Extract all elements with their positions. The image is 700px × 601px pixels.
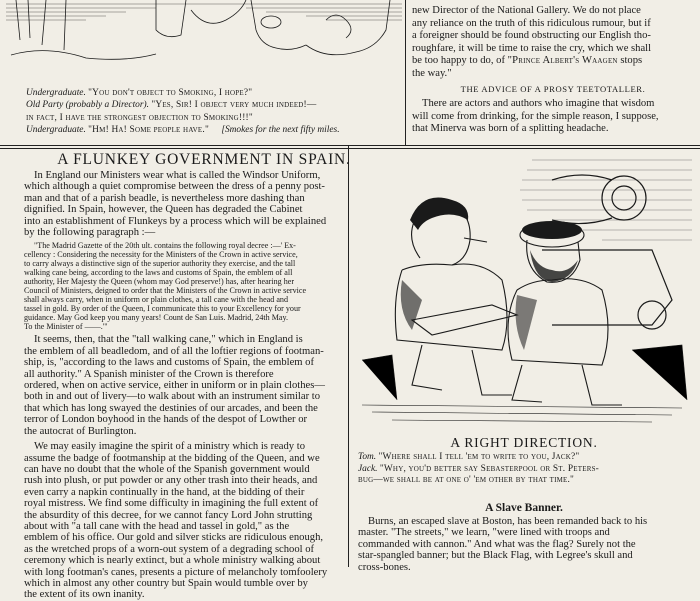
text-line: rush into plush, or put powder or any other trash into their heads, and [24, 475, 318, 487]
caption-line-2 [358, 464, 694, 476]
paragraph-3 [24, 441, 396, 601]
text-line: cross-bones. [358, 561, 411, 573]
caption-line-3: bug—we shall be at one o' 'em other by that time." [358, 475, 575, 486]
text-line: the absurdity of this decree, for we cannot fancy Lord John strutting [24, 509, 313, 521]
text-line: man and that of a parish beadle, is nevertheless more dashing than [24, 192, 305, 204]
text-line: royal mistress. We find some difficulty in imagining the full extent of [24, 498, 319, 510]
text-line: the emblem of all beadledom, and of all the loftier regions of footman- [24, 345, 324, 357]
text-line: which in almost any other country but Spain would tumble over by [24, 577, 308, 589]
text-line: all authority." A Spanish minister of the Crown is therefore [24, 368, 274, 380]
text-line: to carry always a distinctive sign of the superior authority they exercise, and the tall [24, 259, 296, 269]
caption-line-1 [26, 87, 402, 99]
text-line: the autocrat of Burlington. [24, 425, 137, 437]
caption-aside: [Smokes for the next fifty miles. [221, 125, 340, 136]
caption-line-2 [26, 99, 402, 111]
caption-text: "You don't object to Smoking, I hope?" [88, 88, 253, 98]
caption-text: "Yes, Sir! I object very much indeed!— [151, 100, 317, 111]
text-line: It seems, then, that the "tall walking cane," which in England is [34, 334, 303, 346]
right-direction-title: A RIGHT DIRECTION. [450, 435, 598, 450]
text-line: into an establishment of Flunkeys by a process which will be explained [24, 215, 327, 227]
advice-title: THE ADVICE OF A PROSY TEETOTALLER. [460, 84, 646, 94]
text-line: ordered, when on active service, either in uniform or in plain clothes— [24, 380, 325, 392]
speaker-undergraduate: Undergraduate. [26, 125, 86, 136]
advice-paragraph [412, 98, 694, 136]
text-line: with long footman's canes, presents a picture of melancholy tomfoolery [24, 566, 328, 578]
text-line: We may easily imagine the spirit of a ministry which is ready to [34, 441, 305, 453]
text-line: the extent of its own inanity. [24, 589, 145, 601]
text-line: guidance. May God keep you many years! Count de San Luis. Madrid, 24th May. [24, 313, 289, 323]
text-line: There are actors and authors who imagine that wisdom [422, 98, 655, 109]
speaker-undergraduate: Undergraduate. [26, 88, 86, 98]
caption-line-4 [26, 124, 402, 136]
text-line: emblem of his office. Our gold and silver sticks are ridiculous enough, [24, 532, 324, 544]
caption-line-3: in fact, I have the strongest objection to Smoking!!!" [26, 112, 253, 123]
text-line: authority, Her Majesty the Queen (whom may God preserve!) has, after hearing her [24, 277, 295, 287]
text-line: will come from drinking, for the simple reason, I suppose, [412, 110, 659, 122]
caption-text: "Why, you'd better say Sebasterpool or St. Peters- [379, 463, 599, 474]
flunkey-article-title: A FLUNKEY GOVERNMENT IN SPAIN. [57, 151, 351, 168]
column-divider-top [405, 0, 406, 145]
speaker-tom: Tom. [358, 452, 377, 462]
text-line: which although a quiet compromise between the dress of a penny post- [24, 181, 325, 193]
text-line: ship, is, "according to the laws and customs of Spain, the emblem of [24, 357, 315, 369]
director-rumour-paragraph [412, 0, 694, 81]
text-line: roughfare, it will be time to raise the cry, which we shall [412, 42, 652, 54]
section-rule [0, 145, 700, 146]
text-fragment: stops [620, 55, 643, 67]
text-line: tassel in gold. By order of the Queen, I communicate this to your Excellency for your [24, 304, 301, 314]
text-line [412, 55, 694, 68]
paragraph-1 [24, 170, 396, 238]
text-line: terror of London boyhood in the hands of the despot of Lowther or [24, 414, 308, 426]
text-line: by the following paragraph :— [24, 227, 156, 239]
text-line: Burns, an escaped slave at Boston, has been remanded back to his [368, 516, 648, 527]
text-line: new Director of the National Gallery. We do not place [412, 5, 641, 16]
smoking-cartoon-caption [26, 87, 402, 137]
flunkey-article-body [24, 170, 396, 601]
text-line: even carry a napkin continually in the hand, at the bidding of their [24, 486, 305, 498]
text-fragment: be too happy to do, of [412, 55, 505, 67]
right-direction-caption [358, 452, 694, 487]
text-line: as the wretched props of a worn-out system of a degrading school of [24, 543, 315, 555]
caption-text: "Where shall I tell 'em to write to you, Jack?" [378, 452, 580, 462]
text-line: cellency : Considering the necessity for the Ministers of the Crown in active service, [24, 250, 298, 260]
text-line: "The Madrid Gazette of the 20th ult. contains the following royal decree :—' Ex- [34, 241, 296, 251]
section-rule-double [0, 148, 700, 149]
text-line: any reliance on the truth of this ridiculous rumour, but if [412, 17, 651, 29]
text-line: star-spangled banner; but the Black Flag, with Legree's skull and [358, 550, 633, 562]
speaker-old-party: Old Party (probably a Director). [26, 100, 149, 111]
text-line: a foreigner should be found obstructing our English tho- [412, 30, 651, 42]
caption-line-1 [358, 452, 694, 464]
text-line: master. "The streets," we learn, "were lined with troops and [358, 527, 610, 539]
text-line: In England our Ministers wear what is called the Windsor Uniform, [34, 170, 321, 181]
text-line: dignified. In Spain, however, the Queen has degraded the Cabinet [24, 204, 303, 216]
text-line: assume the badge of footmanship at the bidding of the Queen, and we [24, 452, 320, 464]
speaker-jack: Jack. [358, 463, 378, 474]
madrid-gazette-quote [24, 241, 396, 331]
text-line: the way." [412, 67, 452, 79]
slave-banner-paragraph [358, 516, 694, 573]
text-line: that which has long swayed the destinies of our arcades, and been the [24, 402, 318, 414]
text-line: shall always carry, when in uniform or plain clothes, a tall cane with the head and [24, 295, 289, 305]
text-line: ceremony which is nearly extinct, but a whole ministry walking about [24, 555, 321, 567]
slave-banner-title: A Slave Banner. [485, 502, 563, 514]
paragraph-2 [24, 334, 396, 437]
text-line: both in and out of livery—to walk about with an instrument similar to [24, 391, 320, 403]
text-line: commanded with cannon." And what was the flag? Surely not the [358, 538, 636, 550]
text-line: Council of Ministers, deigned to order that the Ministers of the Crown in active service [24, 286, 307, 296]
caption-text: "Hm! Ha! Some people have." [88, 125, 209, 136]
text-line: about with "a tall cane with the head and tassel in gold," as the [24, 520, 290, 532]
quoted-phrase: "Prince Albert's Waagen [507, 55, 618, 67]
sailors-cartoon-illustration [352, 150, 696, 430]
text-line: that Minerva was born of a splitting headache. [412, 123, 609, 135]
text-line: can have no doubt that the whole of the Spanish government would [24, 463, 310, 475]
text-line: To the Minister of ——.'" [24, 322, 108, 332]
text-line: walking cane being, according to the laws and customs of Spain, the emblem of all [24, 268, 293, 278]
smoking-cartoon-illustration [6, 0, 402, 62]
